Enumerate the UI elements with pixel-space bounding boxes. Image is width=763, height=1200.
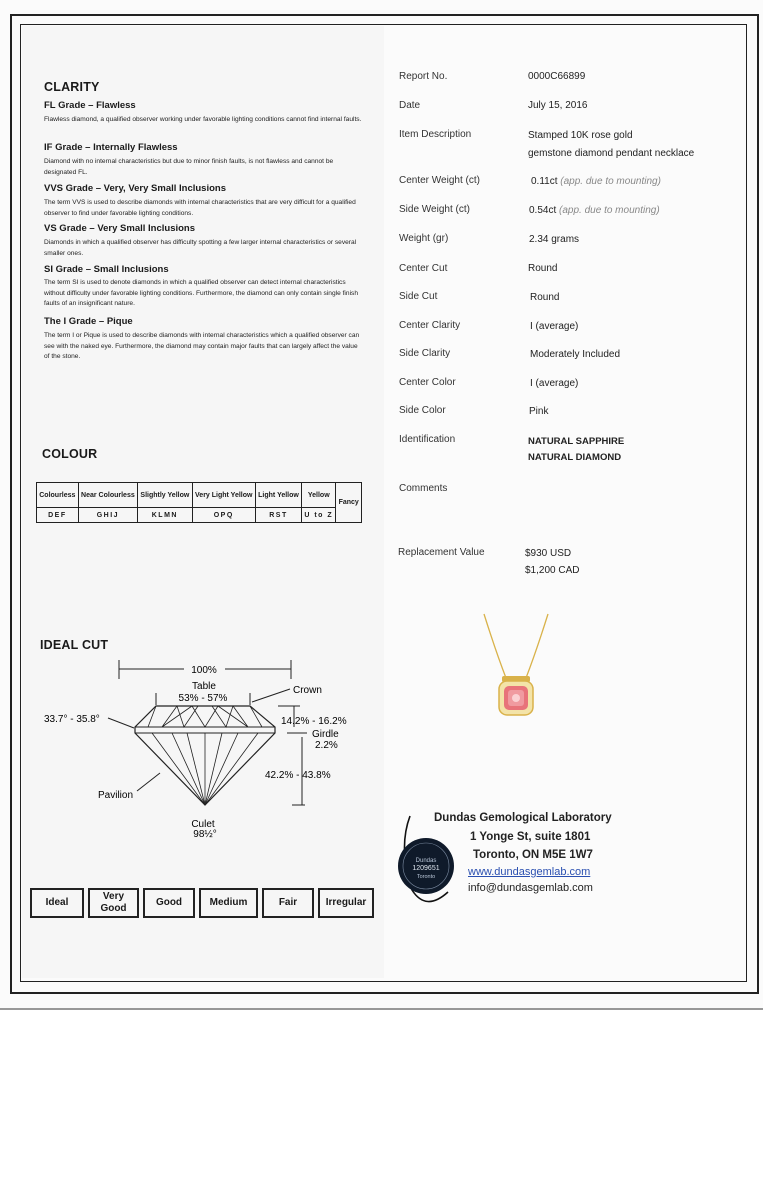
replacement-value-cad: $1,200 CAD [525, 565, 580, 576]
side-clarity-label: Side Clarity [399, 348, 451, 359]
cut-grade-ideal: Ideal [30, 888, 84, 918]
item-description-value: Stamped 10K rose gold [528, 130, 633, 141]
center-clarity-label: Center Clarity [399, 320, 461, 331]
pavilion-depth-label: 42.2% - 43.8% [265, 770, 331, 781]
grade-title-si: SI Grade – Small Inclusions [44, 264, 169, 275]
svg-text:1209651: 1209651 [412, 865, 440, 872]
table-label: Table [192, 681, 216, 692]
svg-text:Toronto: Toronto [416, 874, 436, 880]
crown-label: Crown [293, 685, 322, 696]
lab-address-line2: Toronto, ON M5E 1W7 [473, 849, 593, 861]
cut-grade-irregular: Irregular [318, 888, 374, 918]
cut-grade-fair: Fair [262, 888, 314, 918]
girdle-pct-label: 2.2% [315, 740, 338, 751]
grade-desc-i: The term I or Pique is used to describe diamonds with internal characteristics which a qualified observer can see with the naked eye. Furthermore, the diamond may contain major faults that can largely affect the value of the stone. [44, 332, 360, 360]
cut-grade-very-good: Very Good [88, 888, 139, 918]
side-weight-note: (app. due to mounting) [559, 205, 660, 216]
grade-desc-si: The term SI is used to denote diamonds in which a qualified observer can detect internal characteristics without difficulty under favorable lighting conditions. Furthermore, the diamond can only contain single finish faults of an insignificant nature. [44, 279, 358, 307]
colour-grade: RST [255, 508, 301, 523]
side-cut-label: Side Cut [399, 291, 438, 302]
identification-value: NATURAL SAPPHIRE [528, 436, 625, 447]
colour-head: Very Light Yellow [192, 483, 255, 508]
colour-grade: DEF [37, 508, 79, 523]
colour-fancy: Fancy [336, 483, 362, 523]
page-bottom-edge [0, 1008, 763, 1010]
item-description-value-line2: gemstone diamond pendant necklace [528, 148, 695, 159]
colour-head: Near Colourless [78, 483, 137, 508]
grade-desc-if: Diamond with no internal characteristics but due to minor finish faults, is not flawless and cannot be designated FL. [44, 158, 334, 176]
lab-name: Dundas Gemological Laboratory [434, 812, 612, 824]
pendant-necklace-image [476, 612, 556, 722]
replacement-value-usd: $930 USD [525, 548, 572, 559]
center-weight-note: (app. due to mounting) [560, 176, 661, 187]
center-color-label: Center Color [399, 377, 456, 388]
date-label: Date [399, 100, 421, 111]
colour-grade: U to Z [302, 508, 336, 523]
grade-desc-vs: Diamonds in which a qualified observer has difficulty spotting a few larger internal characteristics or several smaller ones. [44, 239, 357, 257]
colour-head: Slightly Yellow [138, 483, 193, 508]
colour-head: Yellow [302, 483, 336, 508]
lab-website-link[interactable]: www.dundasgemlab.com [468, 866, 591, 878]
lab-email[interactable]: info@dundasgemlab.com [468, 882, 593, 894]
comments-label: Comments [399, 483, 448, 494]
grade-title-i: The I Grade – Pique [44, 316, 133, 327]
cut-grade-good: Good [143, 888, 195, 918]
grade-title-fl: FL Grade – Flawless [44, 100, 136, 111]
center-weight-value [531, 176, 661, 187]
side-cut-value: Round [530, 292, 560, 303]
side-weight-value [529, 205, 660, 216]
ideal-cut-heading: IDEAL CUT [40, 638, 109, 652]
colour-scale-table [36, 482, 362, 523]
center-clarity-value: I (average) [530, 321, 579, 332]
width-label: 100% [191, 665, 217, 676]
grade-desc-fl: Flawless diamond, a qualified observer working under favorable lighting conditions cannot find internal faults. [44, 116, 362, 123]
culet-label: Culet [191, 819, 215, 830]
girdle-label: Girdle [312, 729, 339, 740]
side-weight-amount: 0.54ct [529, 205, 557, 216]
report-no-value: 0000C66899 [528, 71, 586, 82]
side-color-label: Side Color [399, 405, 446, 416]
date-value: July 15, 2016 [528, 100, 588, 111]
grade-title-if: IF Grade – Internally Flawless [44, 142, 178, 153]
culet-angle-label: 98½° [193, 829, 217, 840]
weight-value: 2.34 grams [529, 234, 580, 245]
grade-title-vvs: VVS Grade – Very, Very Small Inclusions [44, 183, 226, 194]
weight-label: Weight (gr) [399, 233, 449, 244]
identification-value-line2: NATURAL DIAMOND [528, 452, 622, 463]
cut-grade-scale [30, 888, 378, 918]
grade-desc-vvs: The term VVS is used to describe diamonds with internal characteristics that are very difficult for a qualified observer to find under favorable lighting conditions. [44, 199, 356, 217]
side-clarity-value: Moderately Included [530, 349, 621, 360]
colour-grade: KLMN [138, 508, 193, 523]
colour-heading: COLOUR [42, 447, 98, 461]
center-weight-label: Center Weight (ct) [399, 175, 480, 186]
center-cut-label: Center Cut [399, 263, 448, 274]
crown-angle-label: 33.7° - 35.8° [44, 714, 100, 725]
crown-height-label: 14.2% - 16.2% [281, 716, 347, 727]
diamond-cut-diagram [22, 655, 384, 845]
pavilion-label: Pavilion [98, 790, 134, 801]
colour-grade: GHIJ [78, 508, 137, 523]
grade-title-vs: VS Grade – Very Small Inclusions [44, 223, 196, 234]
report-no-label: Report No. [399, 71, 448, 82]
cut-grade-medium: Medium [199, 888, 258, 918]
table-range-label: 53% - 57% [178, 693, 228, 704]
identification-label: Identification [399, 434, 456, 445]
side-weight-label: Side Weight (ct) [399, 204, 470, 215]
colour-grade: OPQ [192, 508, 255, 523]
side-color-value: Pink [529, 406, 549, 417]
clarity-heading: CLARITY [44, 80, 100, 94]
item-description-label: Item Description [399, 129, 472, 140]
svg-text:Dundas: Dundas [415, 858, 437, 864]
center-weight-amount: 0.11ct [531, 176, 558, 187]
lab-address-line1: 1 Yonge St, suite 1801 [470, 831, 591, 843]
replacement-value-label: Replacement Value [398, 547, 485, 558]
colour-head: Light Yellow [255, 483, 301, 508]
center-color-value: I (average) [530, 378, 579, 389]
center-cut-value: Round [528, 263, 558, 274]
colour-head: Colourless [37, 483, 79, 508]
